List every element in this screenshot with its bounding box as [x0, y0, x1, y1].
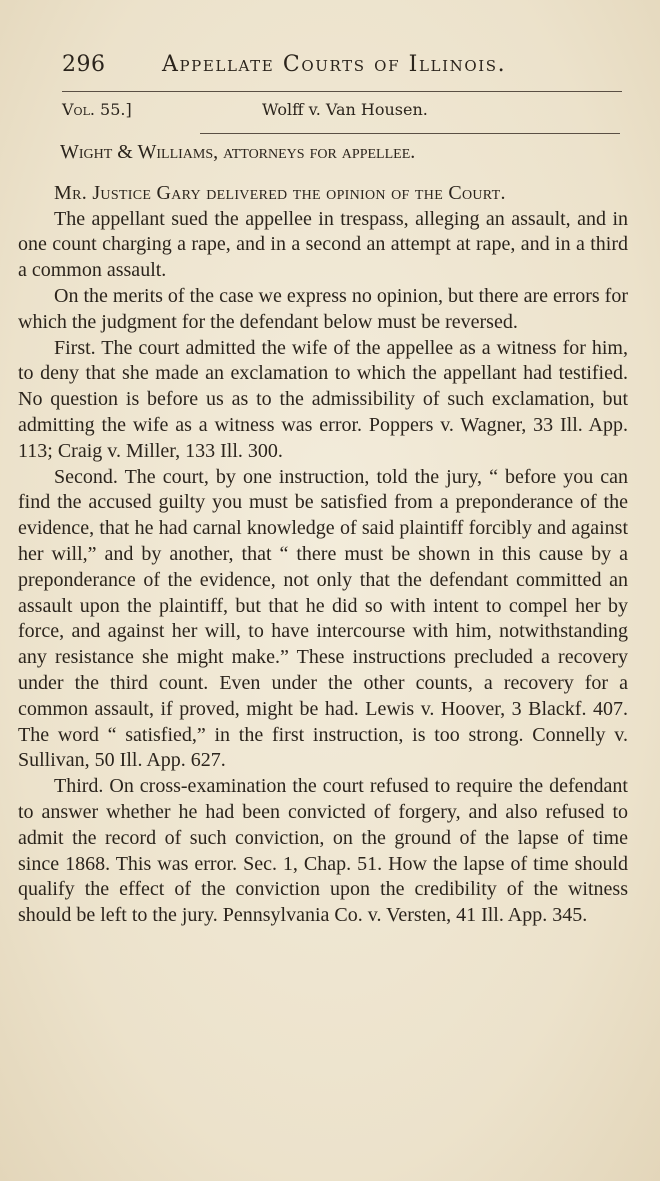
text-body [18, 140, 628, 929]
volume-label: Vol. 55.] [62, 100, 132, 119]
opinion-heading: Mr. Justice Gary delivered the opinion of the Court. [54, 181, 506, 204]
header-rule-top [62, 91, 622, 92]
running-head [62, 52, 532, 77]
paragraph: Third. On cross-examination the court refused to require the defendant to answer whether he had been convicted of forgery, and also refused to admit the record of such conviction, on the ground of the lapse of time since 1868. This was error. Sec. 1, Chap. 51. How the lapse of time should qualify the effect of the conviction upon the credibility of the witness should be left to the jury. Pennsylvania Co. v. Versten, 41 Ill. App. 345. [18, 775, 628, 927]
attorneys-line: Wight & Williams, attorneys for appellee. [60, 141, 416, 163]
paragraph: The appellant sued the appellee in trespass, alleging an assault, and in one count charging a rape, and in a second an attempt at rape, and in a third a common assault. [18, 207, 628, 282]
case-subhead [62, 100, 622, 119]
header-rule-bottom [200, 133, 620, 134]
paragraph: Second. The court, by one instruction, told the jury, “ before you can find the accused guilty you must be satisfied from a preponderance of the evidence, that he had carnal knowledge of said plaintiff forcibly and against her will,” and by another, that “ there must be shown in this cause by a preponderance of the evidence, not only that the defendant committed an assault upon the plaintiff, but that he did so with intent to compel her by force, and against her will, to have intercourse with him, notwithstanding any resistance she might make.” These instructions precluded a recovery under the third count. Even under the other counts, a recovery for a common assault, if proved, might be had. Lewis v. Hoover, 3 Blackf. 407. The word “ satisfied,” in the first instruction, is too strong. Connelly v. Sullivan, 50 Ill. App. 627. [18, 465, 628, 772]
page-number: 296 [62, 52, 106, 77]
paragraph: On the merits of the case we express no opinion, but there are errors for which the judgment for the defendant below must be reversed. [18, 284, 628, 333]
running-head-title: Appellate Courts of Illinois. [162, 52, 507, 77]
case-title: Wolff v. Van Housen. [262, 100, 428, 119]
paragraph: First. The court admitted the wife of the appellee as a witness for him, to deny that she made an exclamation to which the appellant had testified. No question is before us as to the admissibility of such exclamation, but admitting the wife as a witness was error. Poppers v. Wagner, 33 Ill. App. 113; Craig v. Miller, 133 Ill. 300. [18, 336, 628, 462]
